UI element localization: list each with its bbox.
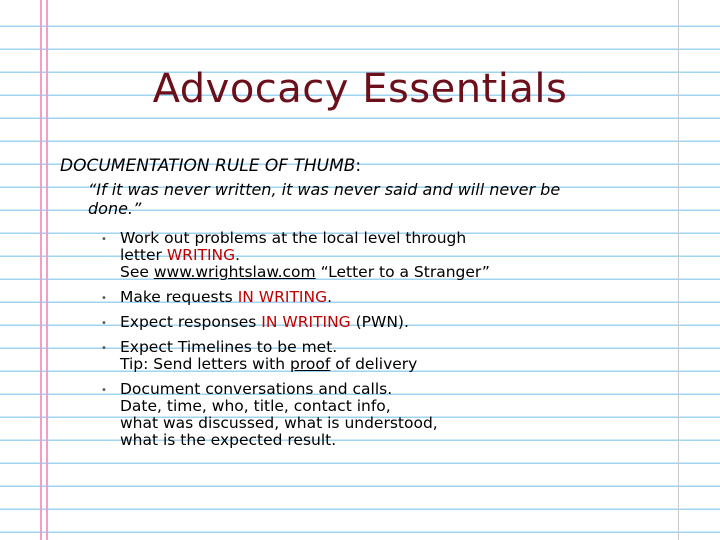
bullet-icon: • <box>101 234 107 245</box>
emphasis-text: IN WRITING <box>261 313 351 331</box>
bullet-icon: • <box>101 385 107 396</box>
bullet-text: Work out problems at the local level through <box>120 229 467 247</box>
text: Tip: Send letters with <box>120 355 290 373</box>
text: Expect responses <box>120 313 262 331</box>
list-item <box>98 314 658 331</box>
text: of delivery <box>330 355 418 373</box>
bullet-list <box>98 230 658 457</box>
bullet-text <box>120 289 658 306</box>
bullet-text <box>120 264 658 281</box>
text: . <box>235 246 241 264</box>
rule-heading <box>60 156 700 177</box>
text: Make requests <box>120 288 238 306</box>
rule-heading-text: DOCUMENTATION RULE OF THUMB <box>60 156 356 176</box>
bullet-text <box>120 247 658 264</box>
text: . <box>327 288 333 306</box>
slide-title: Advocacy Essentials <box>152 66 568 112</box>
quote-line-1: “If it was never written, it was never said and will never be <box>88 180 561 199</box>
underlined-text: proof <box>289 355 331 373</box>
bullet-text: Document conversations and calls. <box>120 380 393 398</box>
quote-line-2: done.” <box>88 199 142 218</box>
list-item <box>98 339 658 373</box>
rule-heading-colon: : <box>355 156 362 176</box>
text: “Letter to a Stranger” <box>315 263 490 281</box>
bullet-icon: • <box>101 318 107 329</box>
text: (PWN). <box>350 313 409 331</box>
list-item <box>98 381 658 449</box>
list-item <box>98 230 658 281</box>
wrightslaw-link[interactable]: www.wrightslaw.com <box>153 263 316 281</box>
text: letter <box>120 246 167 264</box>
bullet-text: what is the expected result. <box>120 431 337 449</box>
bullet-text: Date, time, who, title, contact info, <box>120 397 391 415</box>
list-item <box>98 289 658 306</box>
emphasis-text: IN WRITING <box>237 288 328 306</box>
bullet-icon: • <box>101 293 107 304</box>
bullet-text: what was discussed, what is understood, <box>120 414 438 432</box>
rule-quote <box>88 180 668 218</box>
text: See <box>120 263 154 281</box>
bullet-text <box>120 314 658 331</box>
emphasis-text: WRITING <box>166 246 236 264</box>
bullet-text: Expect Timelines to be met. <box>120 338 338 356</box>
bullet-icon: • <box>101 343 107 354</box>
bullet-text <box>120 356 658 373</box>
